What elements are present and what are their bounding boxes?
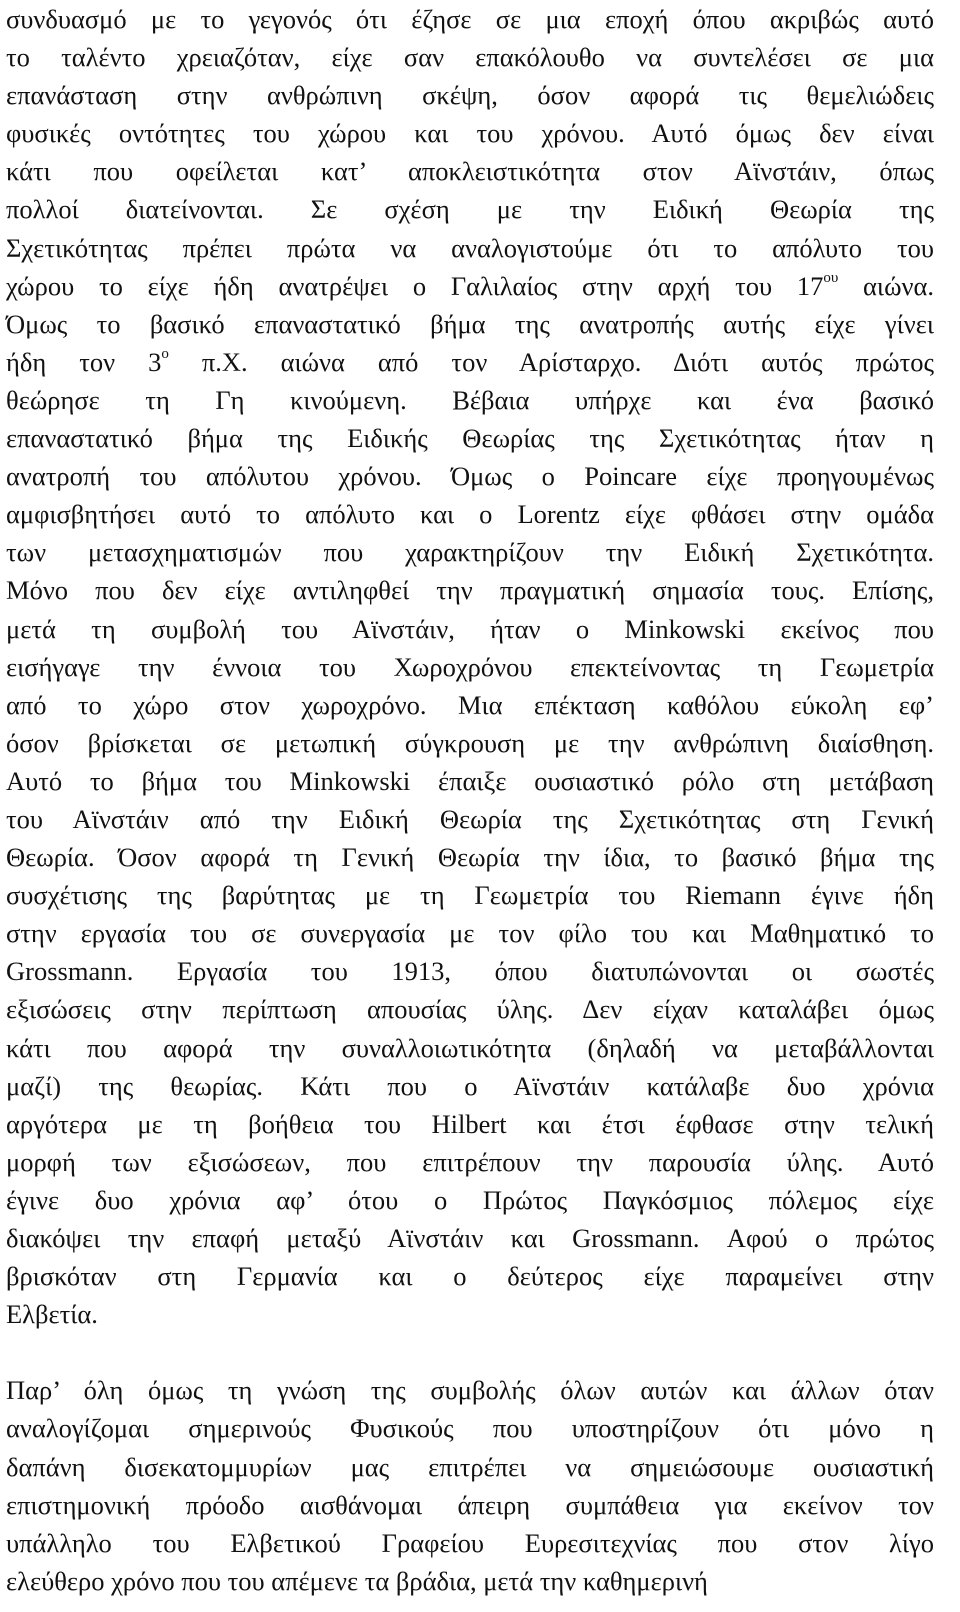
text-segment: ήδη τον 3 bbox=[6, 346, 162, 377]
text-line: υπάλληλο του Ελβετικού Γραφείου Ευρεσιτεχνίας που στον λίγο bbox=[6, 1527, 934, 1558]
text-line: Σχετικότητας πρέπει πρώτα να αναλογιστούμε ότι το απόλυτο του bbox=[6, 232, 934, 263]
text-line: βρισκόταν στη Γερμανία και ο δεύτερος είχε παραμείνει στην bbox=[6, 1261, 934, 1292]
text-line: μετά τη συμβολή του Αϊνστάιν, ήταν ο Minkowski εκείνος που bbox=[6, 613, 934, 644]
text-line: του Αϊνστάιν από την Ειδική Θεωρία της Σχετικότητας στη Γενική bbox=[6, 803, 934, 834]
text-line: επανάσταση στην ανθρώπινη σκέψη, όσον αφορά τις θεμελιώδεις bbox=[6, 80, 934, 111]
text-segment: αιώνα. bbox=[838, 270, 934, 301]
superscript: ο bbox=[161, 346, 169, 363]
text-line: θεώρησε τη Γη κινούμενη. Βέβαια υπήρχε και ένα βασικό bbox=[6, 384, 934, 415]
text-line: εξισώσεις στην περίπτωση απουσίας ύλης. Δεν είχαν καταλάβει όμως bbox=[6, 994, 934, 1025]
text-line: Ελβετία. bbox=[6, 1299, 98, 1330]
text-line: έγινε δυο χρόνια αφ’ ότου ο Πρώτος Παγκόσμιος πόλεμος είχε bbox=[6, 1184, 934, 1215]
text-line: Θεωρία. Όσον αφορά τη Γενική Θεωρία την ίδια, το βασικό βήμα της bbox=[6, 842, 934, 873]
text-line: μορφή των εξισώσεων, που επιτρέπουν την παρουσία ύλης. Αυτό bbox=[6, 1146, 934, 1177]
text-line: μαζί) της θεωρίας. Κάτι που ο Αϊνστάιν κατάλαβε δυο χρόνια bbox=[6, 1070, 934, 1101]
text-line bbox=[6, 267, 934, 305]
text-segment: π.Χ. αιώνα από τον Αρίσταρχο. Διότι αυτός πρώτος bbox=[168, 346, 934, 377]
text-line: επιστημονική πρόοδο αισθάνομαι άπειρη συμπάθεια για εκείνον τον bbox=[6, 1489, 934, 1520]
text-line: πολλοί διατείνονται. Σε σχέση με την Ειδική Θεωρία της bbox=[6, 194, 934, 225]
text-line: αργότερα με τη βοήθεια του Hilbert και έτσι έφθασε στην τελική bbox=[6, 1108, 934, 1139]
text-line: ελεύθερο χρόνο που του απέμενε τα βράδια, μετά την καθημερινή bbox=[6, 1565, 708, 1596]
paragraph-1 bbox=[6, 0, 934, 1333]
text-line: από το χώρο στον χωροχρόνο. Μια επέκταση καθόλου εύκολη εφ’ bbox=[6, 689, 934, 720]
text-line: όσον βρίσκεται σε μετωπική σύγκρουση με την ανθρώπινη διαίσθηση. bbox=[6, 727, 934, 758]
text-line: Μόνο που δεν είχε αντιληφθεί την πραγματική σημασία τους. Επίσης, bbox=[6, 575, 934, 606]
document-page bbox=[6, 0, 934, 1600]
text-line: διακόψει την επαφή μεταξύ Αϊνστάιν και Grossmann. Αφού ο πρώτος bbox=[6, 1223, 934, 1253]
text-line: Παρ’ όλη όμως τη γνώση της συμβολής όλων αυτών και άλλων όταν bbox=[6, 1375, 934, 1406]
text-line: ανατροπή του απόλυτου χρόνου. Όμως ο Poincare είχε προηγουμένως bbox=[6, 461, 934, 492]
text-line: των μετασχηματισμών που χαρακτηρίζουν την Ειδική Σχετικότητα. bbox=[6, 537, 934, 568]
text-line: Αυτό το βήμα του Minkowski έπαιξε ουσιαστικό ρόλο στη μετάβαση bbox=[6, 765, 934, 796]
text-line: επαναστατικό βήμα της Ειδικής Θεωρίας της Σχετικότητας ήταν η bbox=[6, 423, 934, 454]
text-line: κάτι που αφορά την συναλλοιωτικότητα (δηλαδή να μεταβάλλονται bbox=[6, 1032, 934, 1063]
paragraph-2 bbox=[6, 1371, 934, 1600]
text-segment: χώρου το είχε ήδη ανατρέψει ο Γαλιλαίος στην αρχή του 17 bbox=[6, 270, 824, 301]
text-line: στην εργασία του σε συνεργασία με τον φίλο του και Μαθηματικό το bbox=[6, 918, 934, 949]
text-line: συνδυασμό με το γεγονός ότι έζησε σε μια εποχή όπου ακριβώς αυτό bbox=[6, 4, 934, 34]
text-line: αναλογίζομαι σημερινούς Φυσικούς που υποστηρίζουν ότι μόνο η bbox=[6, 1413, 934, 1444]
text-line: κάτι που οφείλεται κατ’ αποκλειστικότητα στον Αϊνστάιν, όπως bbox=[6, 156, 934, 187]
text-line: δαπάνη δισεκατομμυρίων μας επιτρέπει να σημειώσουμε ουσιαστική bbox=[6, 1451, 934, 1482]
text-line: αμφισβητήσει αυτό το απόλυτο και ο Lorentz είχε φθάσει στην ομάδα bbox=[6, 499, 934, 530]
text-line: φυσικές οντότητες του χώρου και του χρόνου. Αυτό όμως δεν είναι bbox=[6, 118, 934, 149]
superscript: ου bbox=[823, 269, 839, 286]
text-line: εισήγαγε την έννοια του Χωροχρόνου επεκτείνοντας τη Γεωμετρία bbox=[6, 651, 934, 682]
text-line: συσχέτισης της βαρύτητας με τη Γεωμετρία του Riemann έγινε ήδη bbox=[6, 880, 934, 911]
paragraph-gap bbox=[6, 1333, 934, 1371]
text-line: το ταλέντο χρειαζόταν, είχε σαν επακόλουθο να συντελέσει σε μια bbox=[6, 42, 934, 73]
text-line: Όμως το βασικό επαναστατικό βήμα της ανατροπής αυτής είχε γίνει bbox=[6, 308, 934, 339]
text-line: Grossmann. Εργασία του 1913, όπου διατυπώνονται οι σωστές bbox=[6, 956, 934, 987]
text-line bbox=[6, 343, 934, 381]
